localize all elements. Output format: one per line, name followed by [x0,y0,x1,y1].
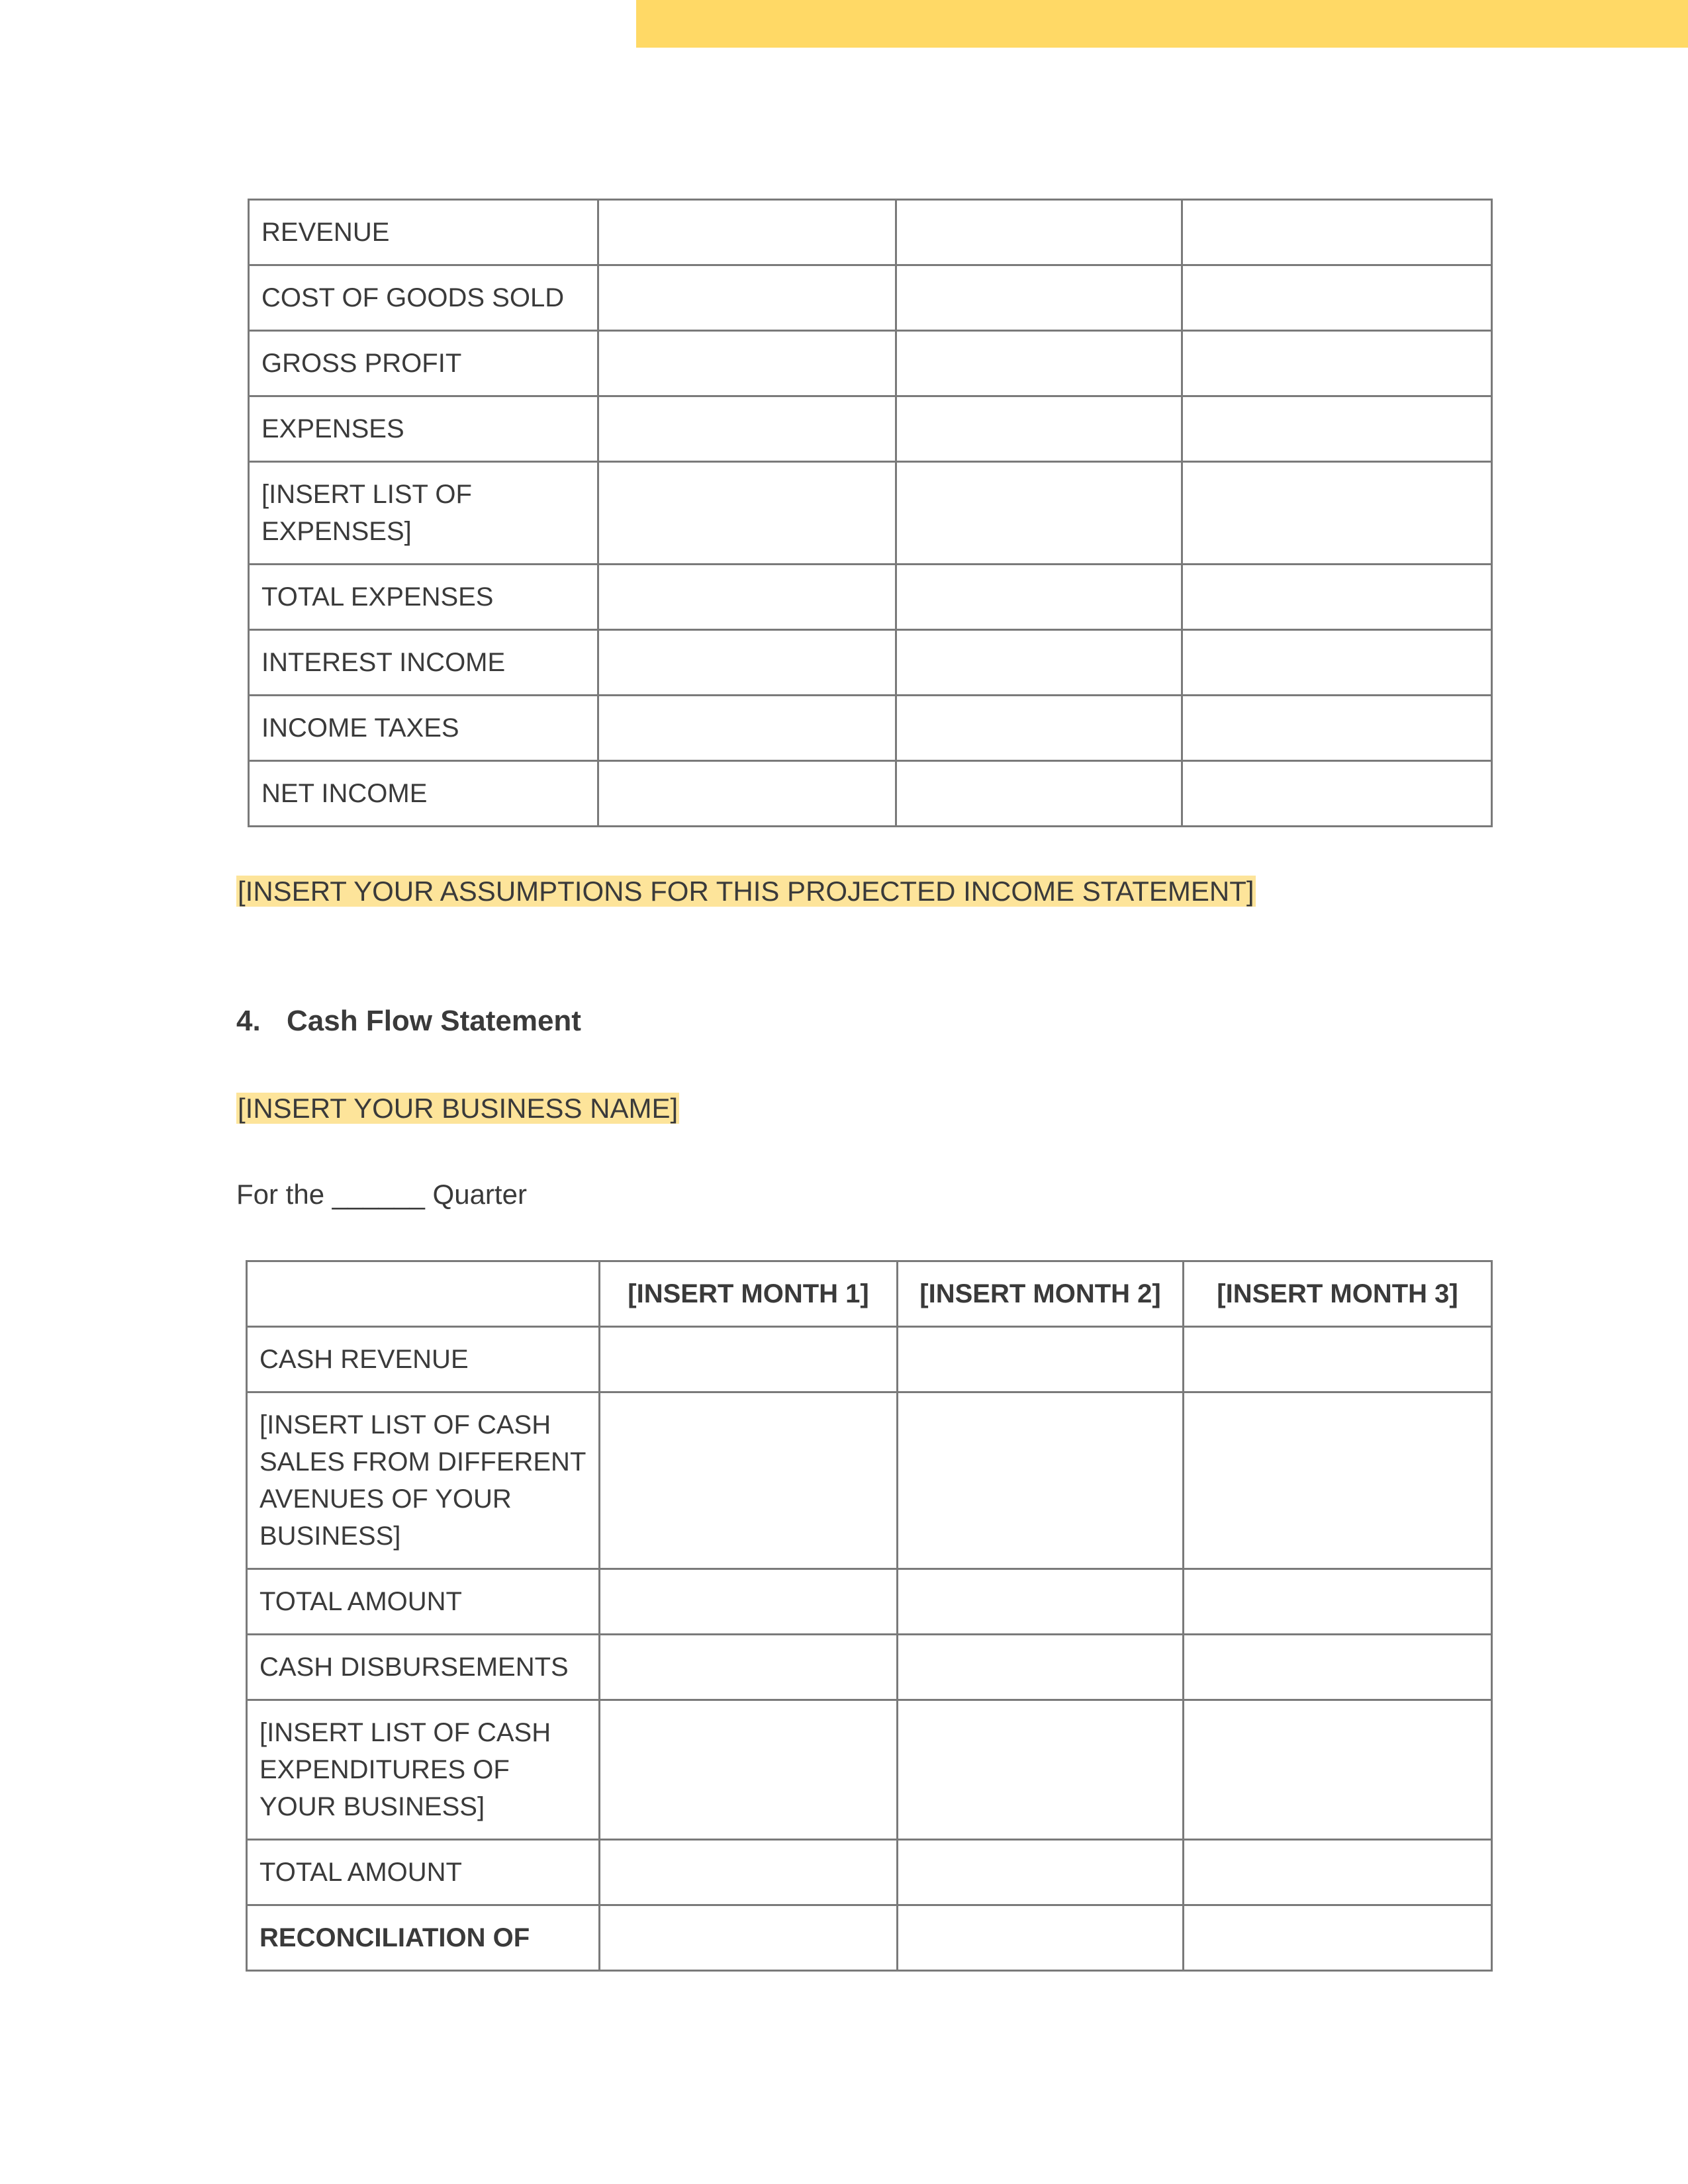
row-label: RECONCILIATION OF [247,1905,600,1971]
table-cell[interactable] [896,331,1182,396]
table-cell[interactable] [896,630,1182,696]
table-row [249,630,1492,696]
table-cell[interactable] [600,1327,898,1392]
table-row [247,1392,1492,1569]
table-cell[interactable] [1184,1569,1492,1635]
column-header-month-2: [INSERT MONTH 2] [898,1261,1184,1327]
row-label: [INSERT LIST OF CASH SALES FROM DIFFERENT AVENUES OF YOUR BUSINESS] [247,1392,600,1569]
table-cell[interactable] [598,462,896,565]
row-label: [INSERT LIST OF CASH EXPENDITURES OF YOUR BUSINESS] [247,1700,600,1840]
table-cell[interactable] [898,1905,1184,1971]
table-cell[interactable] [898,1635,1184,1700]
row-label: CASH DISBURSEMENTS [247,1635,600,1700]
table-cell[interactable] [1182,696,1492,761]
table-cell[interactable] [1182,565,1492,630]
table-row [249,696,1492,761]
table-cell[interactable] [1182,265,1492,331]
row-label: COST OF GOODS SOLD [249,265,598,331]
table-row [249,462,1492,565]
table-cell[interactable] [1184,1635,1492,1700]
quarter-line: For the ______ Quarter [236,1179,527,1210]
table-row [247,1635,1492,1700]
section-number: 4. [236,1005,261,1037]
table-cell[interactable] [896,696,1182,761]
column-header-month-3: [INSERT MONTH 3] [1184,1261,1492,1327]
cash-flow-table [246,1260,1493,1972]
table-cell[interactable] [600,1569,898,1635]
table-row [247,1327,1492,1392]
income-statement-table [248,199,1493,827]
table-cell[interactable] [898,1327,1184,1392]
table-cell[interactable] [896,462,1182,565]
table-cell[interactable] [1184,1392,1492,1569]
table-cell[interactable] [1184,1840,1492,1905]
table-cell[interactable] [896,265,1182,331]
table-row [247,1905,1492,1971]
table-cell[interactable] [598,396,896,462]
table-cell[interactable] [598,200,896,265]
table-cell[interactable] [1184,1327,1492,1392]
table-cell[interactable] [1184,1905,1492,1971]
highlighted-text: [INSERT YOUR ASSUMPTIONS FOR THIS PROJECTED INCOME STATEMENT] [238,876,1254,907]
row-label: CASH REVENUE [247,1327,600,1392]
row-label: EXPENSES [249,396,598,462]
section-title: Cash Flow Statement [287,1005,581,1037]
table-cell[interactable] [1182,396,1492,462]
table-row [247,1700,1492,1840]
table-row [247,1840,1492,1905]
column-header-empty [247,1261,600,1327]
table-cell[interactable] [1184,1700,1492,1840]
table-cell[interactable] [898,1840,1184,1905]
section-heading [236,1001,581,1041]
table-cell[interactable] [600,1635,898,1700]
table-row [249,265,1492,331]
row-label: [INSERT LIST OF EXPENSES] [249,462,598,565]
table-row [247,1569,1492,1635]
table-cell[interactable] [598,761,896,827]
table-cell[interactable] [898,1392,1184,1569]
highlighted-text: [INSERT YOUR BUSINESS NAME] [238,1093,679,1124]
table-row [249,331,1492,396]
table-cell[interactable] [1182,462,1492,565]
table-row [249,396,1492,462]
table-row [249,200,1492,265]
row-label: INTEREST INCOME [249,630,598,696]
table-cell[interactable] [1182,331,1492,396]
table-cell[interactable] [896,565,1182,630]
table-cell[interactable] [1182,630,1492,696]
row-label: INCOME TAXES [249,696,598,761]
assumptions-placeholder [236,872,1256,911]
column-header-month-1: [INSERT MONTH 1] [600,1261,898,1327]
table-cell[interactable] [598,630,896,696]
row-label: GROSS PROFIT [249,331,598,396]
table-cell[interactable] [600,1392,898,1569]
table-cell[interactable] [1182,200,1492,265]
table-cell[interactable] [600,1840,898,1905]
header-row [247,1261,1492,1327]
row-label: TOTAL EXPENSES [249,565,598,630]
table-cell[interactable] [896,200,1182,265]
table-cell[interactable] [598,331,896,396]
row-label: TOTAL AMOUNT [247,1840,600,1905]
row-label: TOTAL AMOUNT [247,1569,600,1635]
row-label: REVENUE [249,200,598,265]
table-cell[interactable] [598,265,896,331]
table-cell[interactable] [898,1569,1184,1635]
table-cell[interactable] [598,565,896,630]
table-cell[interactable] [1182,761,1492,827]
row-label: NET INCOME [249,761,598,827]
table-cell[interactable] [598,696,896,761]
business-name-placeholder [236,1089,679,1128]
table-cell[interactable] [898,1700,1184,1840]
table-cell[interactable] [896,396,1182,462]
table-cell[interactable] [600,1905,898,1971]
table-row [249,565,1492,630]
table-row [249,761,1492,827]
table-cell[interactable] [600,1700,898,1840]
table-cell[interactable] [896,761,1182,827]
